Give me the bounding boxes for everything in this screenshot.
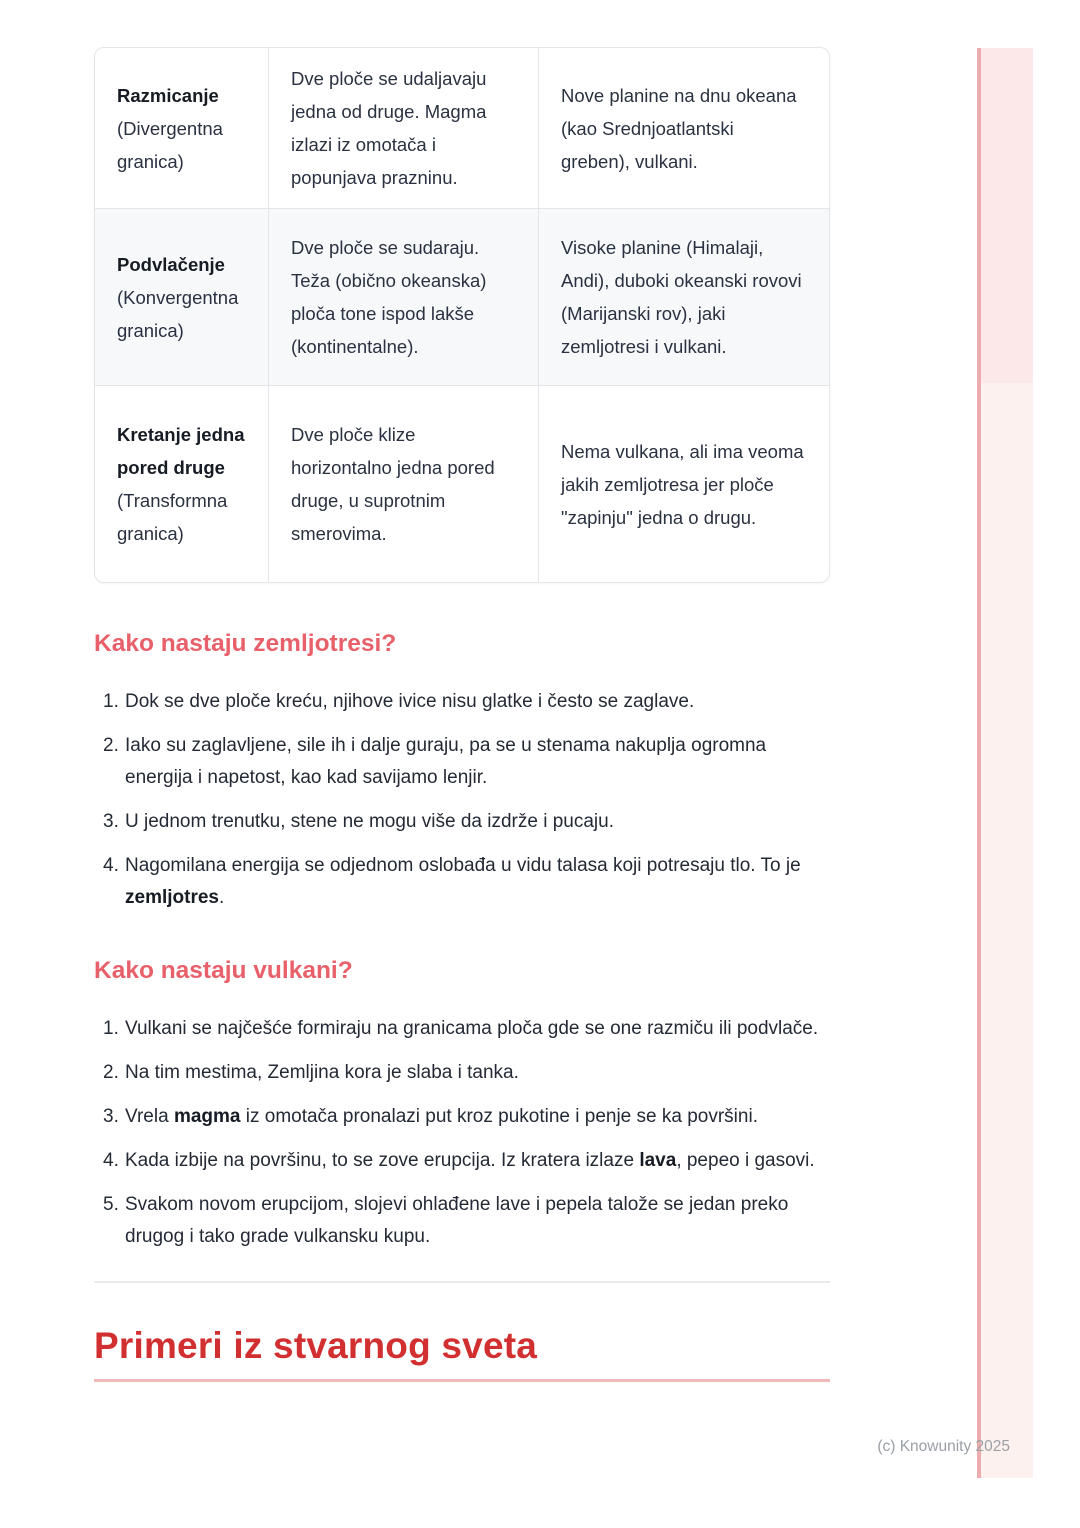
list-item-text: Na tim mestima, Zemljina kora je slaba i tanka. — [125, 1062, 519, 1083]
earthquake-steps-list — [94, 686, 830, 914]
list-item-number: 3. — [103, 1106, 119, 1127]
list-item — [103, 850, 830, 914]
table-row — [95, 208, 829, 385]
list-item — [103, 730, 830, 794]
result-cell: Nove planine na dnu okeana (kao Srednjoatlantski greben), vulkani. — [538, 48, 829, 208]
list-item-number: 4. — [103, 1150, 119, 1171]
page-title: Primeri iz stvarnog sveta — [94, 1325, 538, 1366]
plate-type-cell — [95, 209, 268, 385]
plate-type-title: Podvlačenje — [117, 253, 225, 275]
list-item-text: Vulkani se najčešće formiraju na granicama ploča gde se one razmiču ili podvlače. — [125, 1018, 819, 1039]
section-heading-earthquakes: Kako nastaju zemljotresi? — [94, 630, 397, 657]
list-item-number: 1. — [103, 691, 119, 712]
plate-type-cell — [95, 48, 268, 208]
section-heading-volcanoes: Kako nastaju vulkani? — [94, 957, 353, 984]
plate-type-title: Razmicanje — [117, 84, 219, 106]
list-item-number: 2. — [103, 735, 119, 756]
list-item-text: Svakom novom erupcijom, slojevi ohlađene lave i pepela talože se jedan preko drugog i tako grade vulkansku kupu. — [125, 1194, 789, 1247]
list-item-number: 2. — [103, 1062, 119, 1083]
plate-type-title: Kretanje jedna pored druge — [117, 424, 245, 478]
document-content — [94, 0, 830, 1390]
list-item — [103, 806, 830, 838]
description-cell: Dve ploče klize horizontalno jedna pored druge, u suprotnim smerovima. — [268, 386, 538, 582]
list-item-text: Nagomilana energija se odjednom oslobađa u vidu talasa koji potresaju tlo. To je zemljotres. — [125, 855, 801, 908]
volcano-steps-list — [94, 1013, 830, 1253]
list-item-text: Dok se dve ploče kreću, njihove ivice nisu glatke i često se zaglave. — [125, 691, 695, 712]
list-item-text: U jednom trenutku, stene ne mogu više da izdrže i pucaju. — [125, 811, 614, 832]
title-underline — [94, 1379, 830, 1382]
list-item — [103, 1013, 830, 1045]
result-cell: Nema vulkana, ali ima veoma jakih zemljotresa jer ploče "zapinju" jedna o drugu. — [538, 386, 829, 582]
list-item-number: 5. — [103, 1194, 119, 1215]
plate-type-subtitle: (Transformna granica) — [117, 490, 228, 544]
plate-type-subtitle: (Divergentna granica) — [117, 117, 223, 172]
list-item — [103, 1145, 830, 1177]
list-item — [103, 1189, 830, 1253]
plate-boundaries-table — [94, 47, 830, 583]
list-item-text: Vrela magma iz omotača pronalazi put kroz pukotine i penje se ka površini. — [125, 1106, 758, 1127]
list-item — [103, 686, 830, 718]
table-row — [95, 385, 829, 582]
list-item-number: 1. — [103, 1018, 119, 1039]
section-divider — [94, 1281, 830, 1283]
side-accent-bar-lower — [981, 383, 1033, 1478]
list-item — [103, 1057, 830, 1089]
result-cell: Visoke planine (Himalaji, Andi), duboki okeanski rovovi (Marijanski rov), jaki zemljotresi i vulkani. — [538, 209, 829, 385]
list-item-text: Kada izbije na površinu, to se zove erupcija. Iz kratera izlaze lava, pepeo i gasovi. — [125, 1150, 815, 1171]
table-row — [95, 48, 829, 208]
plate-type-subtitle: (Konvergentna granica) — [117, 286, 239, 341]
side-accent-bar-upper — [981, 48, 1033, 383]
description-cell: Dve ploče se udaljavaju jedna od druge. Magma izlazi iz omotača i popunjava prazninu. — [268, 48, 538, 208]
list-item-text: Iako su zaglavljene, sile ih i dalje guraju, pa se u stenama nakuplja ogromna energija i napetost, kao kad savijamo lenjir. — [125, 735, 767, 788]
list-item-number: 4. — [103, 855, 119, 876]
list-item — [103, 1101, 830, 1133]
list-item-number: 3. — [103, 811, 119, 832]
description-cell: Dve ploče se sudaraju. Teža (obično okeanska) ploča tone ispod lakše (kontinentalne). — [268, 209, 538, 385]
plate-type-cell — [95, 386, 268, 582]
copyright-text: (c) Knowunity 2025 — [877, 1438, 1010, 1455]
